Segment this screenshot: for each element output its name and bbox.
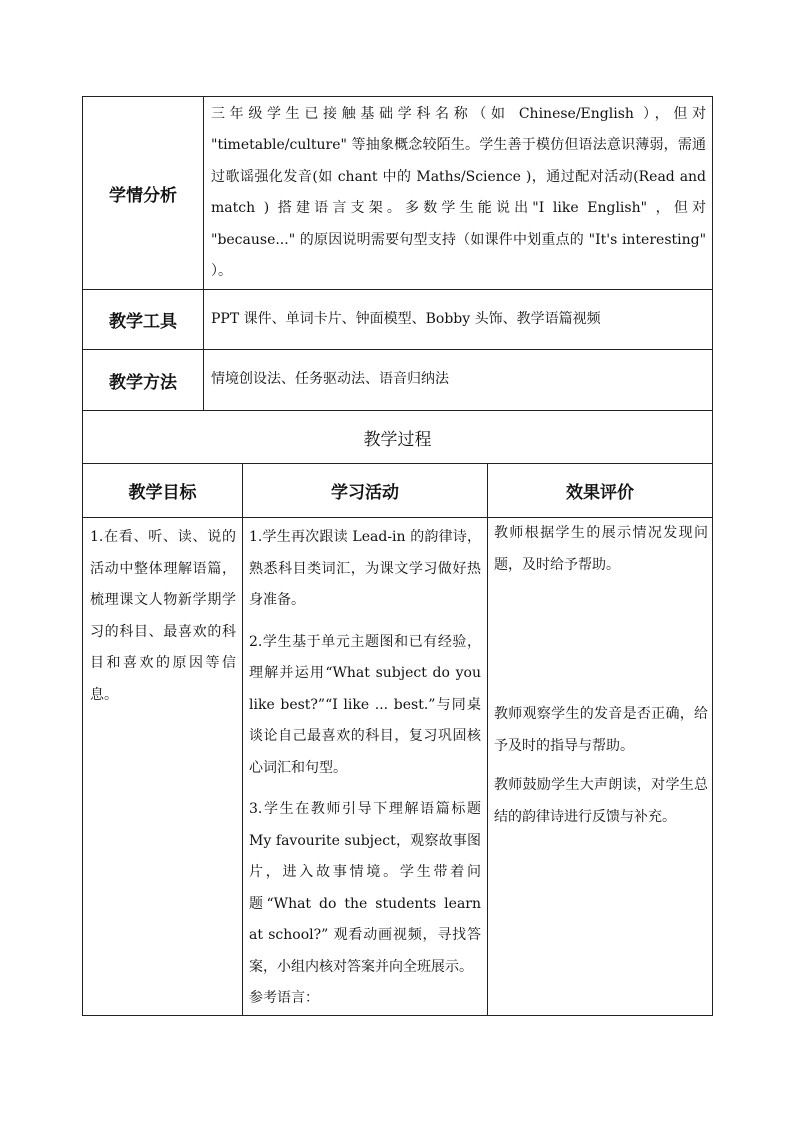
activity-reference: 参考语言： xyxy=(249,990,319,1006)
row-label-learning-analysis: 学情分析 xyxy=(83,97,204,290)
process-title-row xyxy=(83,411,713,464)
header-effect-evaluation: 效果评价 xyxy=(488,464,713,518)
teaching-methods-text: 情境创设法、任务驱动法、语音归纳法 xyxy=(204,350,713,411)
info-row-learning-analysis xyxy=(83,97,713,290)
teaching-tools-text: PPT 课件、单词卡片、钟面模型、Bobby 头饰、教学语篇视频 xyxy=(204,290,713,350)
goal-cell xyxy=(83,518,243,1016)
activity-2: 2.学生基于单元主题图和已有经验，理解并运用“What subject do you like best?”“I like ... best.”与同桌谈论自己最喜欢的科目，复习巩固核心词汇和句型。 xyxy=(249,633,481,776)
process-body-row xyxy=(83,518,713,1016)
header-teaching-goal: 教学目标 xyxy=(83,464,243,518)
evaluation-1: 教师根据学生的展示情况发现问题，及时给予帮助。 xyxy=(494,525,709,573)
goal-text: 1.在看、听、读、说的活动中整体理解语篇，梳理课文人物新学期学习的科目、最喜欢的科目和喜欢的原因等信息。 xyxy=(90,529,236,703)
evaluation-3: 教师鼓励学生大声朗读，对学生总结的韵律诗进行反馈与补充。 xyxy=(494,777,709,825)
activity-3: 3.学生在教师引导下理解语篇标题 My favourite subject，观察故事图片，进入故事情境。学生带着问题“What do the students learn at school?” 观看动画视频，寻找答案，小组内核对答案并向全班展示。 xyxy=(249,801,481,975)
lesson-plan-table xyxy=(82,96,713,1016)
learning-analysis-text: 三年级学生已接触基础学科名称（如 Chinese/English ），但对 "timetable/culture" 等抽象概念较陌生。学生善于模仿但语法意识薄弱，需通过歌谣强化发音(如 chant 中的 Maths/Science )，通过配对活动(Read and match ) 搭建语言支架。多数学生能说出"I like English" ，但对 "because..." 的原因说明需要句型支持（如课件中划重点的 "It's interesting" ）。 xyxy=(204,97,713,290)
info-row-teaching-tools xyxy=(83,290,713,350)
process-header-row xyxy=(83,464,713,518)
process-title: 教学过程 xyxy=(83,411,713,464)
row-label-teaching-methods: 教学方法 xyxy=(83,350,204,411)
activity-cell xyxy=(243,518,488,1016)
evaluation-2: 教师观察学生的发音是否正确，给予及时的指导与帮助。 xyxy=(494,706,709,754)
evaluation-cell xyxy=(488,518,713,1016)
activity-1: 1.学生再次跟读 Lead-in 的韵律诗，熟悉科目类词汇，为课文学习做好热身准备。 xyxy=(249,529,481,608)
header-learning-activity: 学习活动 xyxy=(243,464,488,518)
info-row-teaching-methods xyxy=(83,350,713,411)
row-label-teaching-tools: 教学工具 xyxy=(83,290,204,350)
